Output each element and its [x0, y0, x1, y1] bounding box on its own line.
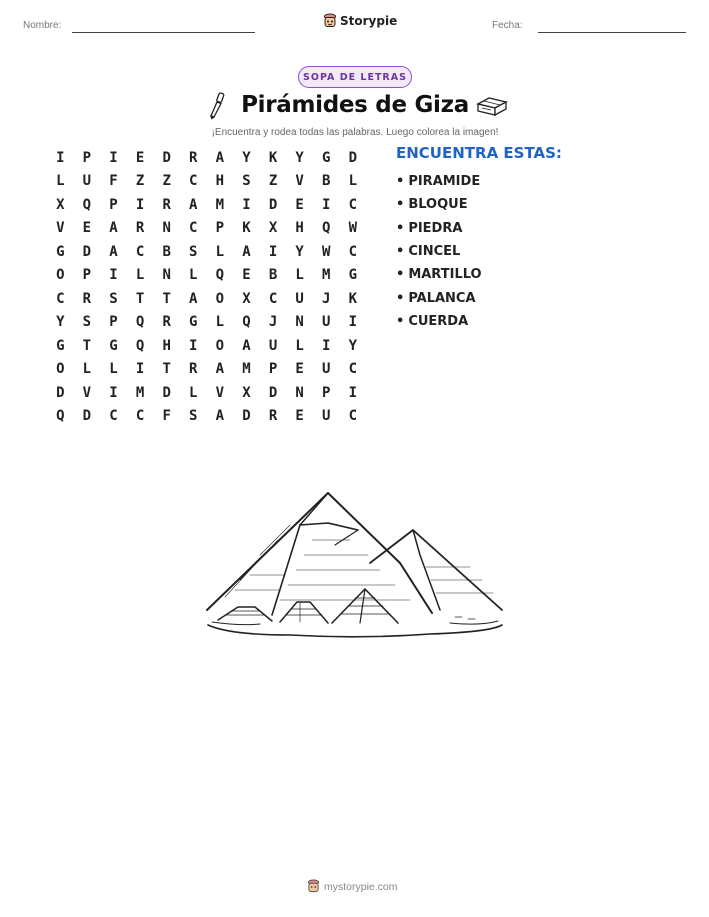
- grid-cell[interactable]: Z: [268, 173, 278, 190]
- grid-cell[interactable]: C: [56, 290, 65, 307]
- grid-cell[interactable]: S: [82, 314, 92, 331]
- grid-cell[interactable]: Q: [135, 337, 145, 354]
- grid-cell[interactable]: I: [56, 149, 65, 166]
- grid-cell[interactable]: L: [56, 173, 65, 190]
- grid-cell[interactable]: U: [295, 290, 304, 307]
- grid-cell[interactable]: Q: [56, 408, 65, 425]
- grid-cell[interactable]: P: [268, 361, 278, 378]
- grid-cell[interactable]: A: [215, 408, 225, 425]
- grid-cell[interactable]: S: [242, 173, 251, 190]
- grid-cell[interactable]: P: [82, 267, 92, 284]
- grid-cell[interactable]: L: [215, 314, 225, 331]
- grid-row: [47, 170, 366, 194]
- grid-cell[interactable]: X: [242, 290, 251, 307]
- grid-cell[interactable]: P: [82, 149, 92, 166]
- word-list-item: [396, 193, 482, 216]
- grid-cell[interactable]: D: [242, 408, 251, 425]
- grid-cell[interactable]: X: [242, 384, 251, 401]
- grid-cell[interactable]: R: [82, 290, 92, 307]
- grid-cell[interactable]: G: [348, 267, 358, 284]
- grid-row: [47, 311, 366, 335]
- grid-cell[interactable]: U: [322, 361, 331, 378]
- grid-cell[interactable]: M: [215, 196, 225, 213]
- grid-cell[interactable]: I: [322, 337, 331, 354]
- footer-url[interactable]: mystorypie.com: [324, 880, 398, 893]
- grid-cell[interactable]: V: [56, 220, 65, 237]
- grid-cell[interactable]: A: [189, 196, 198, 213]
- page-title: Pirámides de Giza: [241, 92, 469, 118]
- grid-cell[interactable]: L: [189, 384, 198, 401]
- grid-cell[interactable]: P: [322, 384, 331, 401]
- grid-cell[interactable]: Q: [242, 314, 251, 331]
- grid-cell[interactable]: V: [215, 384, 225, 401]
- grid-row: [47, 240, 366, 264]
- grid-cell[interactable]: B: [162, 243, 171, 260]
- grid-cell[interactable]: I: [109, 267, 118, 284]
- grid-cell[interactable]: L: [109, 361, 118, 378]
- grid-cell[interactable]: I: [189, 337, 198, 354]
- grid-cell[interactable]: A: [189, 290, 198, 307]
- grid-cell[interactable]: T: [135, 290, 145, 307]
- grid-cell[interactable]: N: [295, 384, 304, 401]
- instructions: ¡Encuentra y rodea todas las palabras. Luego colorea la imagen!: [211, 127, 499, 138]
- grid-cell[interactable]: Q: [215, 267, 225, 284]
- grid-cell[interactable]: S: [109, 290, 118, 307]
- grid-cell[interactable]: G: [56, 243, 65, 260]
- grid-cell[interactable]: L: [348, 173, 358, 190]
- grid-cell[interactable]: J: [268, 314, 278, 331]
- grid-cell[interactable]: K: [242, 220, 251, 237]
- grid-cell[interactable]: U: [322, 314, 331, 331]
- letter-grid[interactable]: [47, 146, 366, 428]
- grid-cell[interactable]: E: [82, 220, 92, 237]
- grid-row: [47, 193, 366, 217]
- grid-cell[interactable]: X: [56, 196, 65, 213]
- grid-cell[interactable]: D: [162, 384, 171, 401]
- word-label: PALANCA: [408, 290, 476, 306]
- word-list-item: [396, 240, 482, 263]
- grid-cell[interactable]: I: [348, 384, 358, 401]
- grid-cell[interactable]: Y: [348, 337, 358, 354]
- grid-cell[interactable]: H: [162, 337, 171, 354]
- bullet: •: [396, 174, 405, 190]
- bullet: •: [396, 313, 405, 329]
- bullet: •: [396, 220, 405, 236]
- bullet: •: [396, 197, 405, 213]
- date-line[interactable]: [538, 32, 686, 33]
- grid-cell[interactable]: O: [56, 361, 65, 378]
- grid-cell[interactable]: N: [162, 267, 171, 284]
- grid-cell[interactable]: K: [348, 290, 358, 307]
- grid-cell[interactable]: L: [295, 267, 304, 284]
- name-label: Nombre:: [23, 20, 62, 31]
- storypie-mascot-icon: [307, 879, 320, 894]
- grid-cell[interactable]: I: [109, 149, 118, 166]
- grid-cell[interactable]: G: [189, 314, 198, 331]
- grid-cell[interactable]: C: [348, 361, 358, 378]
- word-list-item: [396, 286, 482, 309]
- date-label: Fecha:: [492, 20, 523, 31]
- grid-cell[interactable]: D: [82, 243, 92, 260]
- grid-cell[interactable]: X: [268, 220, 278, 237]
- bullet: •: [396, 267, 405, 283]
- bullet: •: [396, 290, 405, 306]
- grid-cell[interactable]: M: [242, 361, 251, 378]
- grid-cell[interactable]: I: [135, 196, 145, 213]
- grid-cell[interactable]: P: [109, 196, 118, 213]
- pyramids-illustration: [200, 485, 510, 645]
- storypie-mascot-icon: [323, 13, 337, 29]
- word-label: MARTILLO: [408, 267, 482, 283]
- grid-cell[interactable]: T: [82, 337, 92, 354]
- grid-cell[interactable]: R: [189, 149, 198, 166]
- word-list-item: [396, 310, 482, 333]
- grid-cell[interactable]: T: [162, 290, 171, 307]
- word-label: CUERDA: [408, 313, 469, 329]
- grid-cell[interactable]: U: [82, 173, 92, 190]
- grid-cell[interactable]: E: [295, 361, 304, 378]
- grid-cell[interactable]: Z: [162, 173, 171, 190]
- grid-cell[interactable]: A: [215, 361, 225, 378]
- grid-cell[interactable]: L: [189, 267, 198, 284]
- grid-cell[interactable]: Y: [56, 314, 65, 331]
- chisel-icon: [204, 91, 230, 121]
- grid-cell[interactable]: B: [268, 267, 278, 284]
- grid-cell[interactable]: Q: [322, 220, 331, 237]
- grid-cell[interactable]: C: [268, 290, 278, 307]
- grid-row: [47, 405, 366, 429]
- grid-cell[interactable]: D: [82, 408, 92, 425]
- grid-cell[interactable]: R: [268, 408, 278, 425]
- grid-cell[interactable]: C: [135, 408, 145, 425]
- word-list-heading: ENCUENTRA ESTAS:: [396, 144, 562, 162]
- grid-cell[interactable]: N: [295, 314, 304, 331]
- grid-cell[interactable]: A: [109, 243, 118, 260]
- grid-cell[interactable]: D: [162, 149, 171, 166]
- name-line[interactable]: [72, 32, 255, 33]
- grid-cell[interactable]: C: [135, 243, 145, 260]
- grid-cell[interactable]: C: [189, 220, 198, 237]
- grid-cell[interactable]: C: [348, 408, 358, 425]
- grid-cell[interactable]: U: [322, 408, 331, 425]
- grid-cell[interactable]: C: [348, 196, 358, 213]
- stone-block-icon: [475, 94, 509, 118]
- grid-cell[interactable]: K: [268, 149, 278, 166]
- grid-cell[interactable]: Y: [295, 243, 304, 260]
- grid-cell[interactable]: B: [322, 173, 331, 190]
- grid-cell[interactable]: C: [109, 408, 118, 425]
- grid-cell[interactable]: D: [268, 196, 278, 213]
- grid-cell[interactable]: I: [268, 243, 278, 260]
- grid-cell[interactable]: I: [322, 196, 331, 213]
- grid-cell[interactable]: U: [268, 337, 278, 354]
- word-list: [396, 170, 482, 333]
- word-list-item: [396, 263, 482, 286]
- word-label: BLOQUE: [408, 197, 468, 213]
- grid-cell[interactable]: W: [322, 243, 331, 260]
- grid-cell[interactable]: A: [109, 220, 118, 237]
- grid-cell[interactable]: E: [295, 196, 304, 213]
- grid-cell[interactable]: Z: [135, 173, 145, 190]
- grid-cell[interactable]: W: [348, 220, 358, 237]
- grid-cell[interactable]: D: [348, 149, 358, 166]
- grid-cell[interactable]: O: [215, 290, 225, 307]
- word-list-item: [396, 170, 482, 193]
- grid-cell[interactable]: L: [82, 361, 92, 378]
- word-label: CINCEL: [408, 244, 461, 260]
- grid-cell[interactable]: R: [135, 220, 145, 237]
- grid-cell[interactable]: O: [215, 337, 225, 354]
- grid-cell[interactable]: D: [56, 384, 65, 401]
- grid-cell[interactable]: A: [242, 243, 251, 260]
- grid-cell[interactable]: H: [295, 220, 304, 237]
- grid-cell[interactable]: L: [295, 337, 304, 354]
- grid-cell[interactable]: R: [162, 196, 171, 213]
- grid-cell[interactable]: G: [322, 149, 331, 166]
- grid-cell[interactable]: Q: [135, 314, 145, 331]
- grid-cell[interactable]: L: [215, 243, 225, 260]
- grid-cell[interactable]: G: [109, 337, 118, 354]
- grid-cell[interactable]: V: [295, 173, 304, 190]
- grid-cell[interactable]: I: [135, 361, 145, 378]
- grid-cell[interactable]: C: [348, 243, 358, 260]
- grid-cell[interactable]: I: [348, 314, 358, 331]
- grid-cell[interactable]: E: [295, 408, 304, 425]
- grid-cell[interactable]: T: [162, 361, 171, 378]
- grid-cell[interactable]: G: [56, 337, 65, 354]
- word-list-item: [396, 217, 482, 240]
- bullet: •: [396, 244, 405, 260]
- grid-cell[interactable]: F: [109, 173, 118, 190]
- grid-cell[interactable]: A: [242, 337, 251, 354]
- grid-cell[interactable]: V: [82, 384, 92, 401]
- grid-cell[interactable]: C: [189, 173, 198, 190]
- grid-cell[interactable]: F: [162, 408, 171, 425]
- grid-row: [47, 146, 366, 170]
- grid-cell[interactable]: J: [322, 290, 331, 307]
- grid-cell[interactable]: Y: [242, 149, 251, 166]
- grid-cell[interactable]: R: [189, 361, 198, 378]
- grid-row: [47, 287, 366, 311]
- grid-cell[interactable]: A: [215, 149, 225, 166]
- grid-row: [47, 381, 366, 405]
- brand-logo: [323, 13, 397, 29]
- grid-cell[interactable]: D: [268, 384, 278, 401]
- brand-name: Storypie: [340, 14, 398, 28]
- footer-brand: [307, 879, 398, 894]
- grid-row: [47, 264, 366, 288]
- grid-row: [47, 358, 366, 382]
- grid-cell[interactable]: P: [109, 314, 118, 331]
- grid-cell[interactable]: E: [135, 149, 145, 166]
- grid-cell[interactable]: E: [242, 267, 251, 284]
- grid-cell[interactable]: O: [56, 267, 65, 284]
- word-label: PIRAMIDE: [408, 174, 481, 190]
- grid-cell[interactable]: M: [135, 384, 145, 401]
- grid-cell[interactable]: P: [215, 220, 225, 237]
- grid-row: [47, 334, 366, 358]
- word-label: PIEDRA: [408, 220, 463, 236]
- grid-cell[interactable]: H: [215, 173, 225, 190]
- grid-cell[interactable]: L: [135, 267, 145, 284]
- grid-cell[interactable]: S: [189, 243, 198, 260]
- grid-cell[interactable]: Q: [82, 196, 92, 213]
- grid-cell[interactable]: R: [162, 314, 171, 331]
- grid-cell[interactable]: I: [109, 384, 118, 401]
- category-badge: SOPA DE LETRAS: [298, 66, 412, 88]
- grid-cell[interactable]: N: [162, 220, 171, 237]
- grid-cell[interactable]: Y: [295, 149, 304, 166]
- grid-row: [47, 217, 366, 241]
- grid-cell[interactable]: M: [322, 267, 331, 284]
- grid-cell[interactable]: I: [242, 196, 251, 213]
- grid-cell[interactable]: S: [189, 408, 198, 425]
